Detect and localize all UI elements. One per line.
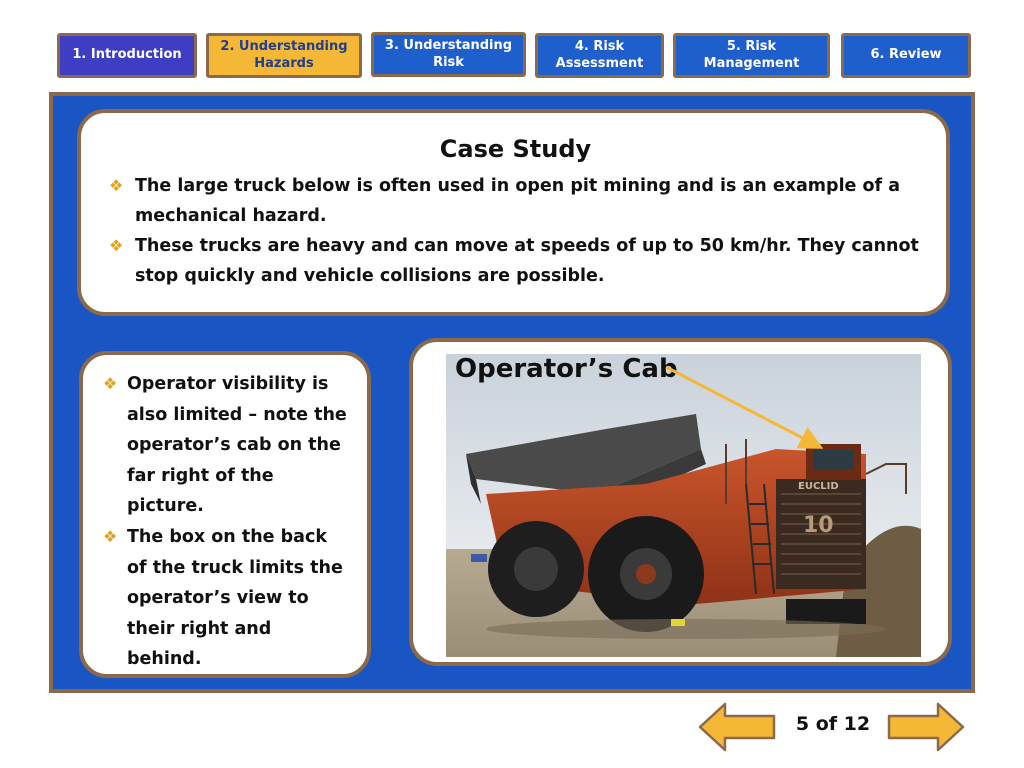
tab-risk-assessment[interactable] — [535, 33, 664, 78]
right-arrow-icon — [889, 704, 963, 750]
next-page-button[interactable] — [886, 702, 966, 752]
visibility-bullets — [103, 369, 349, 675]
truck-number: 10 — [803, 513, 834, 538]
diamond-bullet-icon: ❖ — [109, 176, 124, 195]
tab-risk-management[interactable] — [673, 33, 830, 78]
case-study-panel — [77, 109, 950, 316]
bullet-text: The box on the back of the truck limits the operator’s view to their right and behind. — [127, 526, 343, 670]
tab-review[interactable] — [841, 33, 971, 78]
diamond-bullet-icon: ❖ — [109, 236, 124, 255]
content-stage — [49, 92, 975, 693]
bullet-text: The large truck below is often used in open pit mining and is an example of a mechanical hazard. — [135, 176, 901, 226]
page-counter: 5 of 12 — [795, 713, 871, 735]
case-study-bullets — [107, 171, 924, 291]
operator-cab-callout: Operator’s Cab — [455, 354, 678, 384]
list-item — [107, 171, 924, 231]
tab-understanding-risk-label: 3. Understanding Risk — [384, 38, 513, 70]
diamond-bullet-icon: ❖ — [103, 374, 118, 393]
tab-understanding-hazards-label: 2. Understanding Hazards — [220, 39, 348, 71]
tab-introduction[interactable] — [57, 33, 197, 78]
callout-arrow-icon — [663, 362, 833, 462]
tab-review-label: 6. Review — [870, 47, 942, 63]
tab-understanding-risk[interactable] — [371, 32, 526, 77]
bullet-text: Operator visibility is also limited – note the operator’s cab on the far right of the picture. — [127, 374, 347, 517]
tab-risk-assessment-label: 4. Risk Assessment — [555, 39, 644, 71]
tab-understanding-hazards[interactable] — [206, 33, 362, 78]
photo-panel — [409, 338, 952, 666]
case-study-title: Case Study — [439, 135, 592, 163]
truck-brand: EUCLID — [798, 481, 839, 492]
list-item — [107, 231, 924, 291]
list-item — [103, 369, 349, 522]
previous-page-button[interactable] — [697, 702, 777, 752]
left-arrow-icon — [700, 704, 774, 750]
bullet-text: These trucks are heavy and can move at speeds of up to 50 km/hr. They cannot stop quickly and vehicle collisions are possible. — [135, 236, 919, 286]
diamond-bullet-icon: ❖ — [103, 526, 118, 546]
list-item — [103, 522, 349, 675]
tab-risk-management-label: 5. Risk Management — [703, 39, 800, 71]
tab-introduction-label: 1. Introduction — [72, 47, 182, 63]
visibility-panel — [79, 351, 371, 678]
